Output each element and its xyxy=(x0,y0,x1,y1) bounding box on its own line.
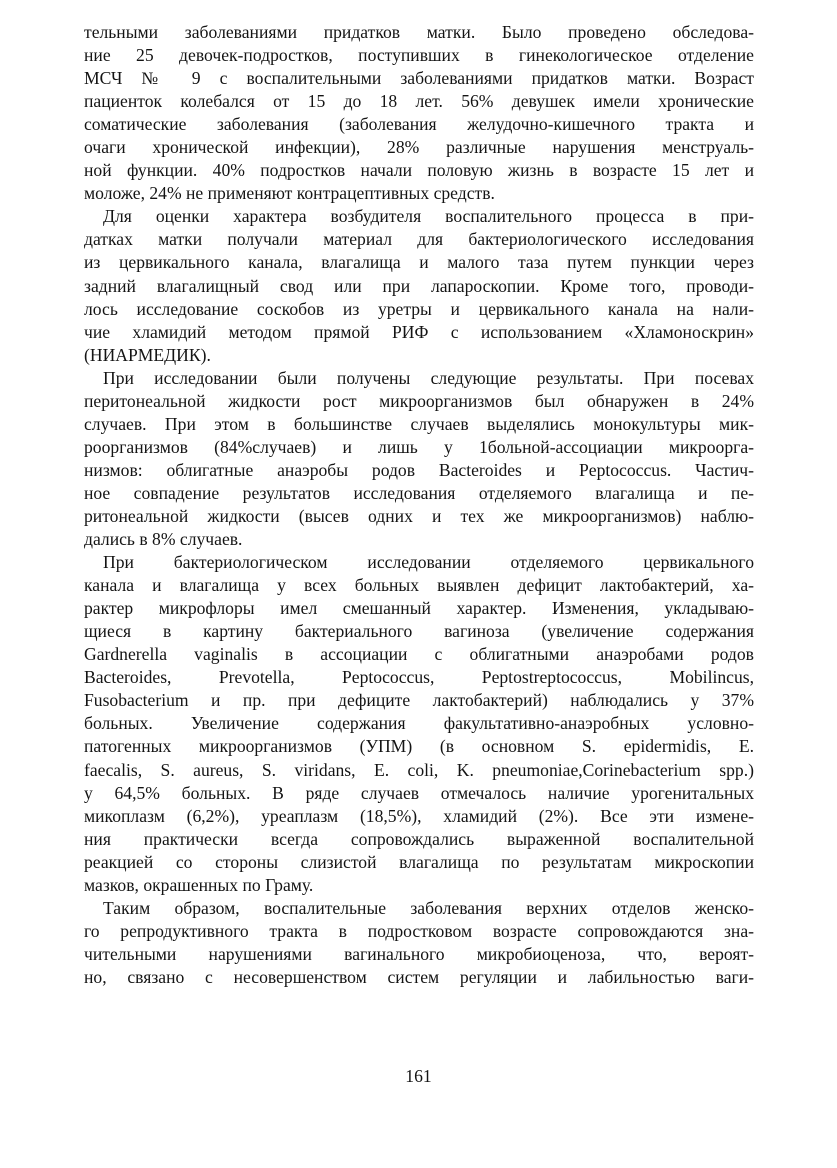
text-line: пациенток колебался от 15 до 18 лет. 56% девушек имели хронические xyxy=(84,91,754,112)
text-line: ние 25 девочек-подростков, поступивших в гинекологическое отделение xyxy=(84,45,754,66)
text-line: (НИАРМЕДИК). xyxy=(84,344,211,365)
paragraph-1 xyxy=(84,21,754,205)
text-line: При исследовании были получены следующие результаты. При посевах xyxy=(103,367,754,388)
text-line: реакцией со стороны слизистой влагалища по результатам микроскопии xyxy=(84,851,754,872)
text-line: дались в 8% случаев. xyxy=(84,529,243,550)
text-line: задний влагалищный свод или при лапароскопии. Кроме того, проводи- xyxy=(84,275,754,296)
text-line: тельными заболеваниями придатков матки. Было проведено обследова- xyxy=(84,22,754,42)
text-line: ния практически всегда сопровождались выраженной воспалительной xyxy=(84,828,754,849)
text-line: Fusobacterium и пр. при дефиците лактобактерий) наблюдались у 37% xyxy=(84,690,754,711)
paragraph-3 xyxy=(84,367,754,551)
text-line: рактер микрофлоры имел смешанный характер. Изменения, укладываю- xyxy=(84,598,754,619)
text-line: ной функции. 40% подростков начали половую жизнь в возрасте 15 лет и xyxy=(84,160,754,181)
page-number: 161 xyxy=(405,1066,432,1086)
text-line: чительными нарушениями вагинального микробиоценоза, что, вероят- xyxy=(84,943,754,964)
text-line: моложе, 24% не применяют контрацептивных средств. xyxy=(84,183,495,204)
text-line: мазков, окрашенных по Граму. xyxy=(84,874,314,895)
text-line: очаги хронической инфекции), 28% различные нарушения менструаль- xyxy=(84,137,754,158)
text-line: перитонеальной жидкости рост микроорганизмов был обнаружен в 24% xyxy=(84,390,754,411)
text-line: роорганизмов (84%случаев) и лишь у 1больной-ассоциации микроорга- xyxy=(84,436,754,457)
text-line: faecalis, S. aureus, S. viridans, E. coli, K. pneumoniae,Corinebacterium spp.) xyxy=(84,759,754,780)
text-line: низмов: облигатные анаэробы родов Bacteroides и Peptococcus. Частич- xyxy=(84,459,754,480)
text-line: щиеся в картину бактериального вагиноза (увеличение содержания xyxy=(84,621,754,642)
text-line: ное совпадение результатов исследования отделяемого влагалища и пе- xyxy=(84,482,754,503)
paragraph-5 xyxy=(84,897,754,989)
text-line: Bacteroides, Prevotella, Peptococcus, Peptostreptococcus, Mobilincus, xyxy=(84,667,754,688)
text-line: ритонеальной жидкости (высев одних и тех же микроорганизмов) наблю- xyxy=(84,505,754,526)
text-line: МСЧ № 9 с воспалительными заболеваниями придатков матки. Возраст xyxy=(84,68,754,89)
text-line: больных. Увеличение содержания факультативно-анаэробных условно- xyxy=(84,713,754,734)
text-line: чие хламидий методом прямой РИФ с использованием «Хламоноскрин» xyxy=(84,321,754,342)
text-line: датках матки получали материал для бактериологического исследования xyxy=(84,229,754,250)
text-line: лось исследование соскобов из уретры и цервикального канала на нали- xyxy=(84,298,754,319)
text-line: Таким образом, воспалительные заболевания верхних отделов женско- xyxy=(103,897,754,918)
text-line: го репродуктивного тракта в подростковом возрасте сопровождаются зна- xyxy=(84,920,754,941)
text-line: случаев. При этом в большинстве случаев выделялись монокультуры мик- xyxy=(84,413,754,434)
text-line: соматические заболевания (заболевания желудочно-кишечного тракта и xyxy=(84,114,754,135)
text-line: из цервикального канала, влагалища и малого таза путем пункции через xyxy=(84,252,754,273)
text-line: но, связано с несовершенством систем регуляции и лабильностью ваги- xyxy=(84,966,754,987)
text-line: у 64,5% больных. В ряде случаев отмечалось наличие урогенитальных xyxy=(84,782,754,803)
paragraph-4 xyxy=(84,551,754,897)
text-line: микоплазм (6,2%), уреаплазм (18,5%), хламидий (2%). Все эти измене- xyxy=(84,805,754,826)
text-line: патогенных микроорганизмов (УПМ) (в основном S. epidermidis, E. xyxy=(84,736,754,757)
body-text xyxy=(84,21,754,989)
text-line: При бактериологическом исследовании отделяемого цервикального xyxy=(103,552,754,573)
paragraph-2 xyxy=(84,205,754,366)
text-line: Для оценки характера возбудителя воспалительного процесса в при- xyxy=(103,206,754,227)
text-line: канала и влагалища у всех больных выявлен дефицит лактобактерий, ха- xyxy=(84,575,754,596)
text-line: Gardnerella vaginalis в ассоциации с облигатными анаэробами родов xyxy=(84,644,754,665)
